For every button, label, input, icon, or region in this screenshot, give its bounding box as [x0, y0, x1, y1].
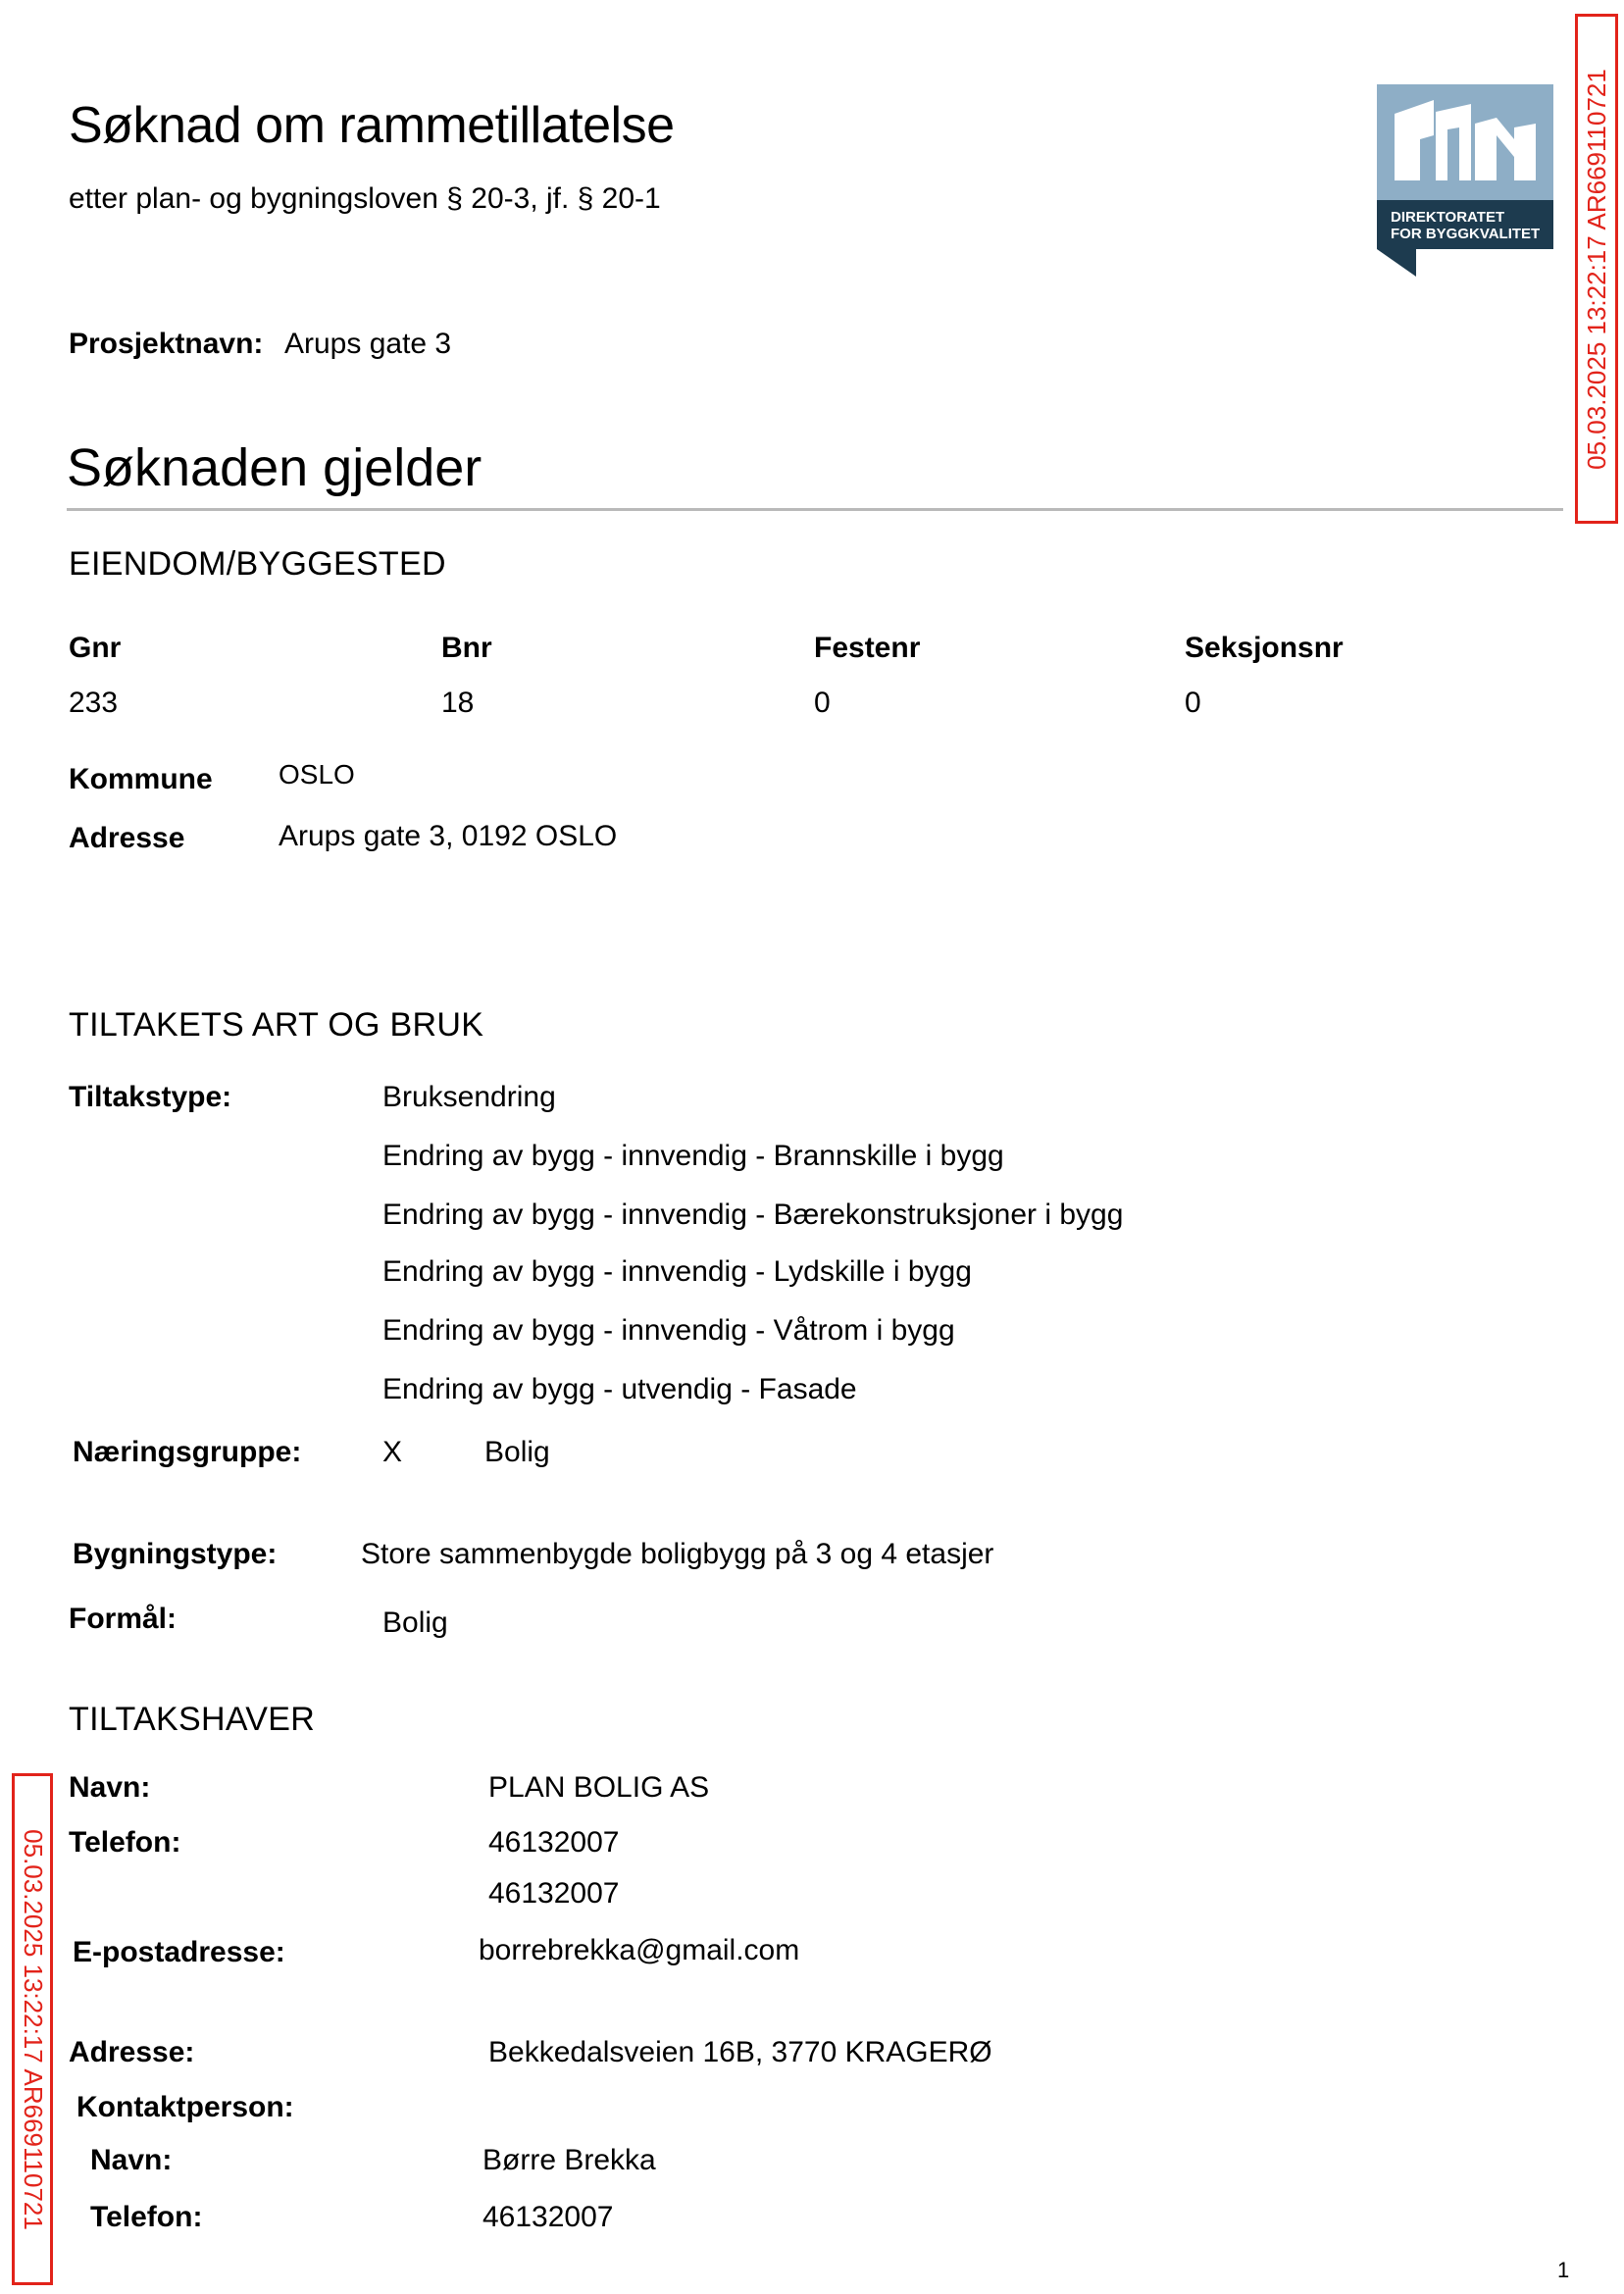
- kontaktperson-label: Kontaktperson:: [76, 2091, 294, 2123]
- formaal-label: Formål:: [69, 1603, 178, 1635]
- tiltakshaver-navn-value: PLAN BOLIG AS: [488, 1771, 710, 1804]
- tiltakshaver-telefon-value: 46132007: [488, 1826, 620, 1859]
- col-label-bnr: Bnr: [441, 632, 492, 664]
- col-value-festenr: 0: [814, 687, 831, 719]
- formaal-value: Bolig: [382, 1606, 448, 1639]
- kontaktperson-navn-label: Navn:: [90, 2144, 173, 2176]
- document-subtitle: etter plan- og bygningsloven § 20-3, jf. § 20-1: [69, 182, 661, 215]
- bygningstype-value: Store sammenbygde boligbygg på 3 og 4 etasjer: [361, 1538, 994, 1570]
- col-label-gnr: Gnr: [69, 632, 122, 664]
- stamp-top-text: 05.03.2025 13:22:17 AR669110721: [1581, 68, 1611, 470]
- heading-tiltakshaver: TILTAKSHAVER: [69, 1701, 316, 1738]
- col-label-seksjonsnr: Seksjonsnr: [1185, 632, 1344, 664]
- stamp-top: [1575, 14, 1618, 524]
- naeringsgruppe-value: Bolig: [484, 1436, 550, 1468]
- tiltakshaver-epost-value: borrebrekka@gmail.com: [479, 1934, 800, 1966]
- col-value-seksjonsnr: 0: [1185, 687, 1201, 719]
- project-value: Arups gate 3: [284, 328, 452, 360]
- tiltakstype-item: Endring av bygg - innvendig - Lydskille i bygg: [382, 1255, 972, 1288]
- naeringsgruppe-label: Næringsgruppe:: [73, 1436, 302, 1468]
- page-number: 1: [1557, 2258, 1570, 2282]
- col-value-bnr: 18: [441, 687, 475, 719]
- tiltakstype-label: Tiltakstype:: [69, 1081, 232, 1113]
- heading-eiendom: EIENDOM/BYGGESTED: [69, 545, 446, 583]
- tiltakstype-item: Endring av bygg - innvendig - Våtrom i bygg: [382, 1314, 955, 1347]
- project-label: Prosjektnavn:: [69, 328, 264, 360]
- logo-text-line1: DIREKTORATET: [1391, 209, 1505, 226]
- dibk-logo-icon: [1377, 84, 1553, 277]
- logo-text-line2: FOR BYGGKVALITET: [1391, 226, 1541, 242]
- tiltakshaver-telefon-label: Telefon:: [69, 1826, 181, 1859]
- kontaktperson-telefon-value: 46132007: [482, 2201, 614, 2233]
- kontaktperson-navn-value: Børre Brekka: [482, 2144, 656, 2176]
- tiltakstype-item: Endring av bygg - innvendig - Brannskille i bygg: [382, 1140, 1004, 1172]
- tiltakshaver-adresse-value: Bekkedalsveien 16B, 3770 KRAGERØ: [488, 2036, 992, 2068]
- tiltakshaver-navn-label: Navn:: [69, 1771, 151, 1804]
- tiltakshaver-telefon-value-2: 46132007: [488, 1877, 620, 1910]
- tiltakshaver-epost-label: E-postadresse:: [73, 1936, 285, 1968]
- tiltakstype-item: Endring av bygg - innvendig - Bærekonstruksjoner i bygg: [382, 1198, 1124, 1231]
- kommune-value: OSLO: [279, 759, 355, 790]
- tiltakshaver-adresse-label: Adresse:: [69, 2036, 195, 2068]
- adresse-label: Adresse: [69, 822, 185, 854]
- heading-tiltak: TILTAKETS ART OG BRUK: [69, 1006, 484, 1044]
- document-title: Søknad om rammetillatelse: [69, 97, 675, 154]
- stamp-left-text: 05.03.2025 13:22:17 AR669110721: [18, 1828, 48, 2230]
- kontaktperson-telefon-label: Telefon:: [90, 2201, 203, 2233]
- stamp-left: [12, 1773, 53, 2285]
- adresse-value: Arups gate 3, 0192 OSLO: [279, 820, 618, 852]
- bygningstype-label: Bygningstype:: [73, 1538, 278, 1570]
- tiltakstype-item: Bruksendring: [382, 1081, 556, 1113]
- naeringsgruppe-code: X: [382, 1436, 403, 1468]
- section-title-soknaden: Søknaden gjelder: [67, 438, 482, 497]
- kommune-label: Kommune: [69, 763, 213, 795]
- dibk-logo: [1377, 84, 1553, 277]
- col-value-gnr: 233: [69, 687, 119, 719]
- col-label-festenr: Festenr: [814, 632, 921, 664]
- section-divider: [67, 508, 1563, 511]
- tiltakstype-item: Endring av bygg - utvendig - Fasade: [382, 1373, 857, 1405]
